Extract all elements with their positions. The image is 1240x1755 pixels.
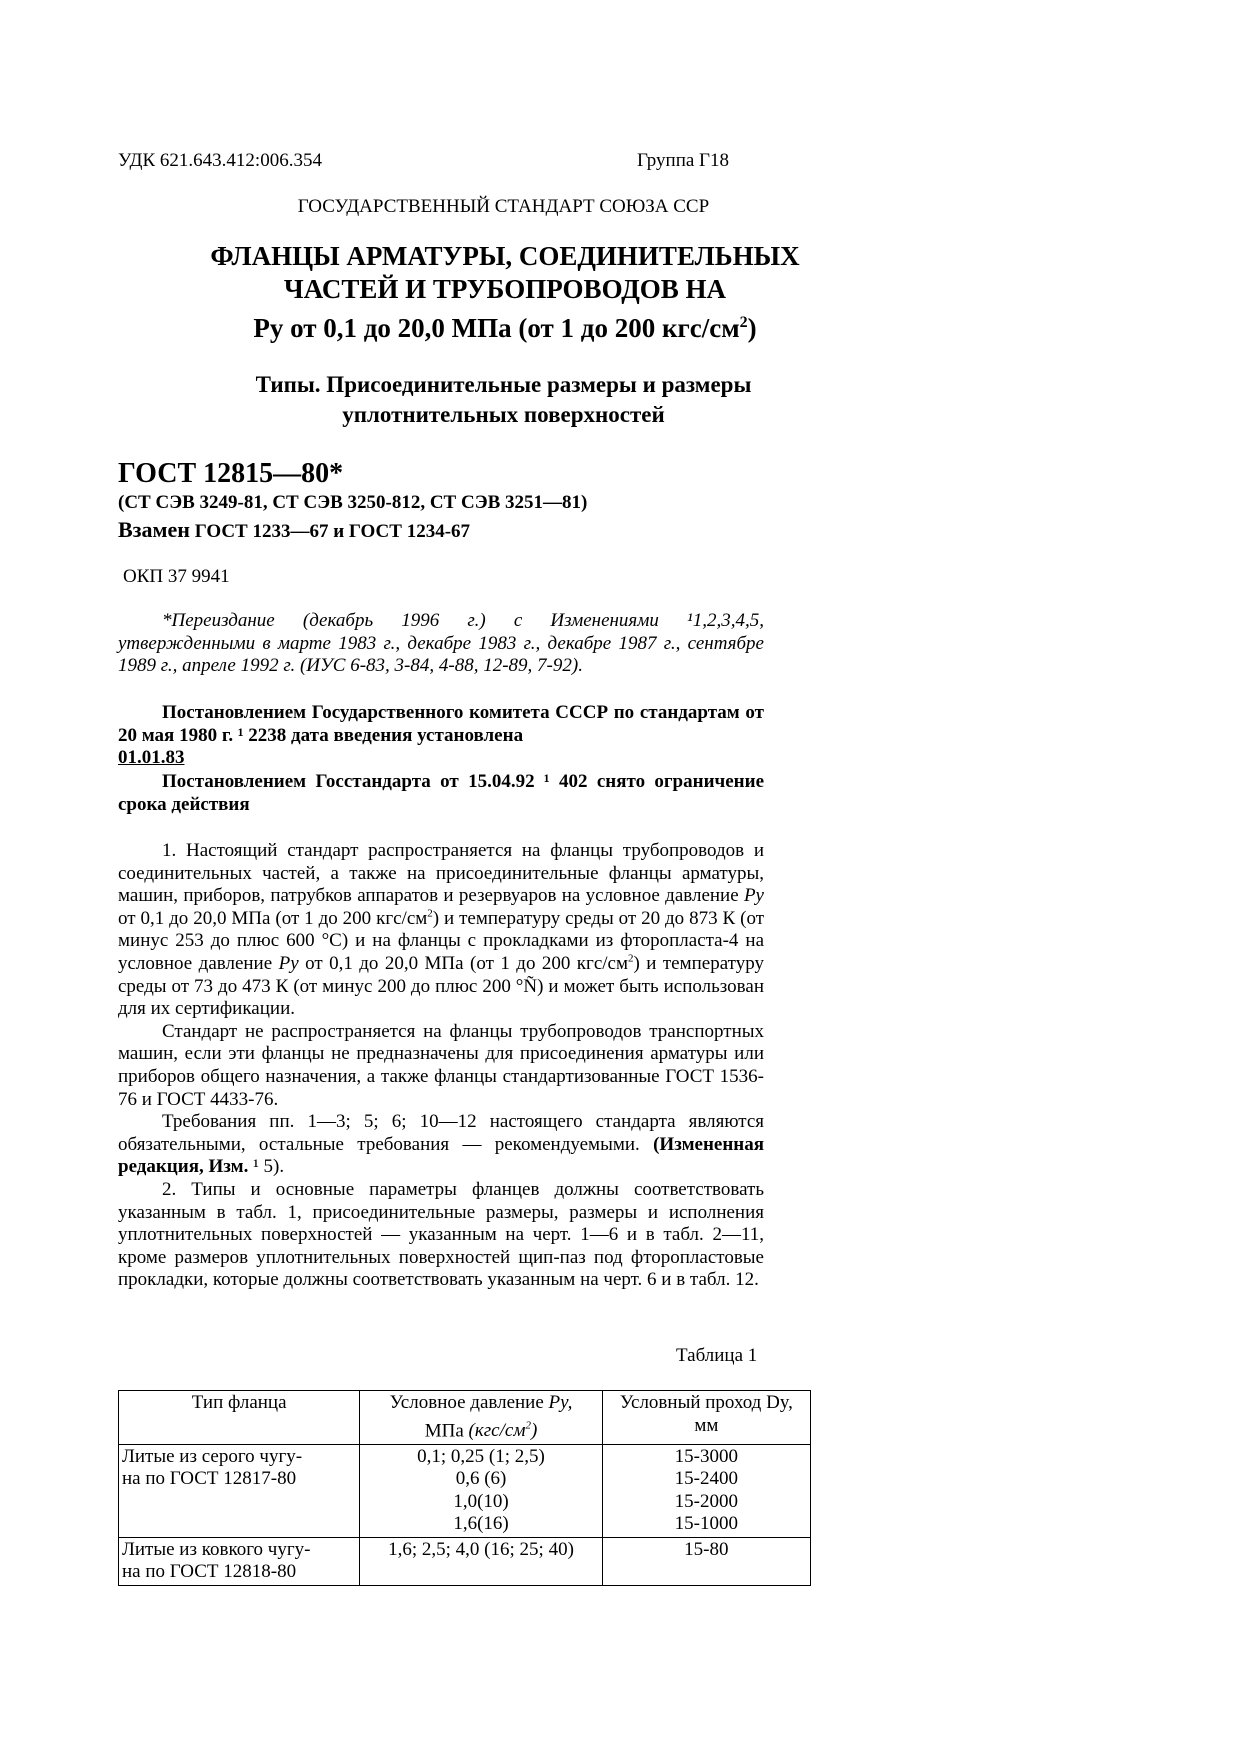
header-flange-type: Тип фланца [119, 1391, 360, 1445]
reissue-note: *Переиздание (декабрь 1996 г.) с Изменениями ¹1,2,3,4,5, утвержденными в марте 1983 г., декабре 1983 г., декабре 1987 г., сентябре 1989 г., апреле 1992 г. (ИУС 6-83, 3-84, 4-88, 12-89, 7-92). [118, 610, 764, 677]
sev-references: (СТ СЭВ 3249-81, СТ СЭВ 3250-812, СТ СЭВ 3251—81) [118, 492, 588, 513]
paragraph-2: Стандарт не распространяется на фланцы трубопроводов транспортных машин, если эти фланцы не предназначены для присоединения арматуры или приборов общего назначения, а также фланцы стандартизованные ГОСТ 1536-76 и ГОСТ 4433-76. [118, 1020, 764, 1110]
decree-2: Постановлением Госстандарта от 15.04.92 ¹ 402 снято ограничение срока действия [118, 771, 764, 815]
udk-code: УДК 621.643.412:006.354 [118, 150, 322, 171]
state-standard-label: ГОСУДАРСТВЕННЫЙ СТАНДАРТ СОЮЗА ССР [297, 196, 710, 217]
paragraph-4: 2. Типы и основные параметры фланцев должны соответствовать указанным в табл. 1, присоединительные размеры, размеры и исполнения уплотнительных поверхностей — указанным на черт. 1—6 и в табл. 2—11, кроме размеров уплотнительных поверхностей щип-паз под фторопластовые прокладки, которые должны соответствовать указанным на черт. 6 и в табл. 12. [118, 1178, 764, 1291]
table-header-row [119, 1391, 811, 1445]
row-1-pressure: 0,1; 0,25 (1; 2,5) 0,6 (6) 1,0(10) 1,6(16) [360, 1444, 602, 1537]
okp-code: ОКП 37 9941 [123, 566, 230, 587]
subtitle-line-2: уплотнительных поверхностей [342, 402, 665, 427]
row-2-type: Литые из ковкого чугу- на по ГОСТ 12818-80 [119, 1537, 360, 1585]
body-text [118, 840, 764, 1292]
paragraph-1: 1. Настоящий стандарт распространяется на фланцы трубопроводов и соединительных частей, а также на присоединительные фланцы арматуры, машин, приборов, патрубков аппаратов и резервуаров на условное давление Ру от 0,1 до 20,0 МПа (от 1 до 200 кгс/$см^2$) и температуру среды от 20 до 873 К (от минус 253 до плюс 600 °С) и на фланцы с прокладками из фторопласта-4 на условное давление Ру от 0,1 до 20,0 МПа (от 1 до 200 кгс/$см^2$) и температуру среды от 73 до 473 К (от минус 200 до плюс 200 °Ñ) и может быть использован для их сертификации. [118, 840, 764, 1020]
decree-1 [118, 702, 764, 770]
flange-types-table [118, 1390, 811, 1586]
table-caption: Таблица 1 [676, 1345, 758, 1366]
row-2-dn: 15-80 [602, 1537, 810, 1585]
decree-1-date: 01.01.83 [118, 747, 185, 769]
row-1-type: Литые из серого чугу- на по ГОСТ 12817-80 [119, 1444, 360, 1537]
replaces-standards: Взамен ГОСТ 1233—67 и ГОСТ 1234-67 [118, 517, 471, 542]
row-2-pressure: 1,6; 2,5; 4,0 (16; 25; 40) [360, 1537, 602, 1585]
paragraph-3: Требования пп. 1—3; 5; 6; 10—12 настоящего стандарта являются обязательными, остальные требования — рекомендуемыми. (Измененная редакция, Изм. ¹ 5). [118, 1111, 764, 1178]
header-nominal-diameter: Условный проход Dy, мм [602, 1391, 810, 1445]
header-pressure: Условное давление Ру, МПа $(кгс/см^2)$ [360, 1391, 602, 1445]
group-code: Группа Г18 [637, 150, 730, 171]
title-line-1: ФЛАНЦЫ АРМАТУРЫ, СОЕДИНИТЕЛЬНЫХ [210, 241, 800, 271]
title-line-3: Ру от 0,1 до 20,0 МПа (от 1 до 200 кгс/$см^2$) [253, 313, 757, 343]
subtitle-line-1: Типы. Присоединительные размеры и размеры [255, 372, 752, 397]
row-1-dn: 15-3000 15-2400 15-2000 15-1000 [602, 1444, 810, 1537]
title-line-2: ЧАСТЕЙ И ТРУБОПРОВОДОВ НА [283, 274, 727, 304]
document-title [100, 240, 910, 345]
table-row [119, 1537, 811, 1585]
decree-1-text: Постановлением Государственного комитета СССР по стандартам от 20 мая 1980 г. ¹ 2238 дата введения установлена [118, 702, 764, 746]
gost-number: ГОСТ 12815—80* [118, 458, 344, 489]
table-row [119, 1444, 811, 1537]
document-subtitle [118, 370, 889, 430]
